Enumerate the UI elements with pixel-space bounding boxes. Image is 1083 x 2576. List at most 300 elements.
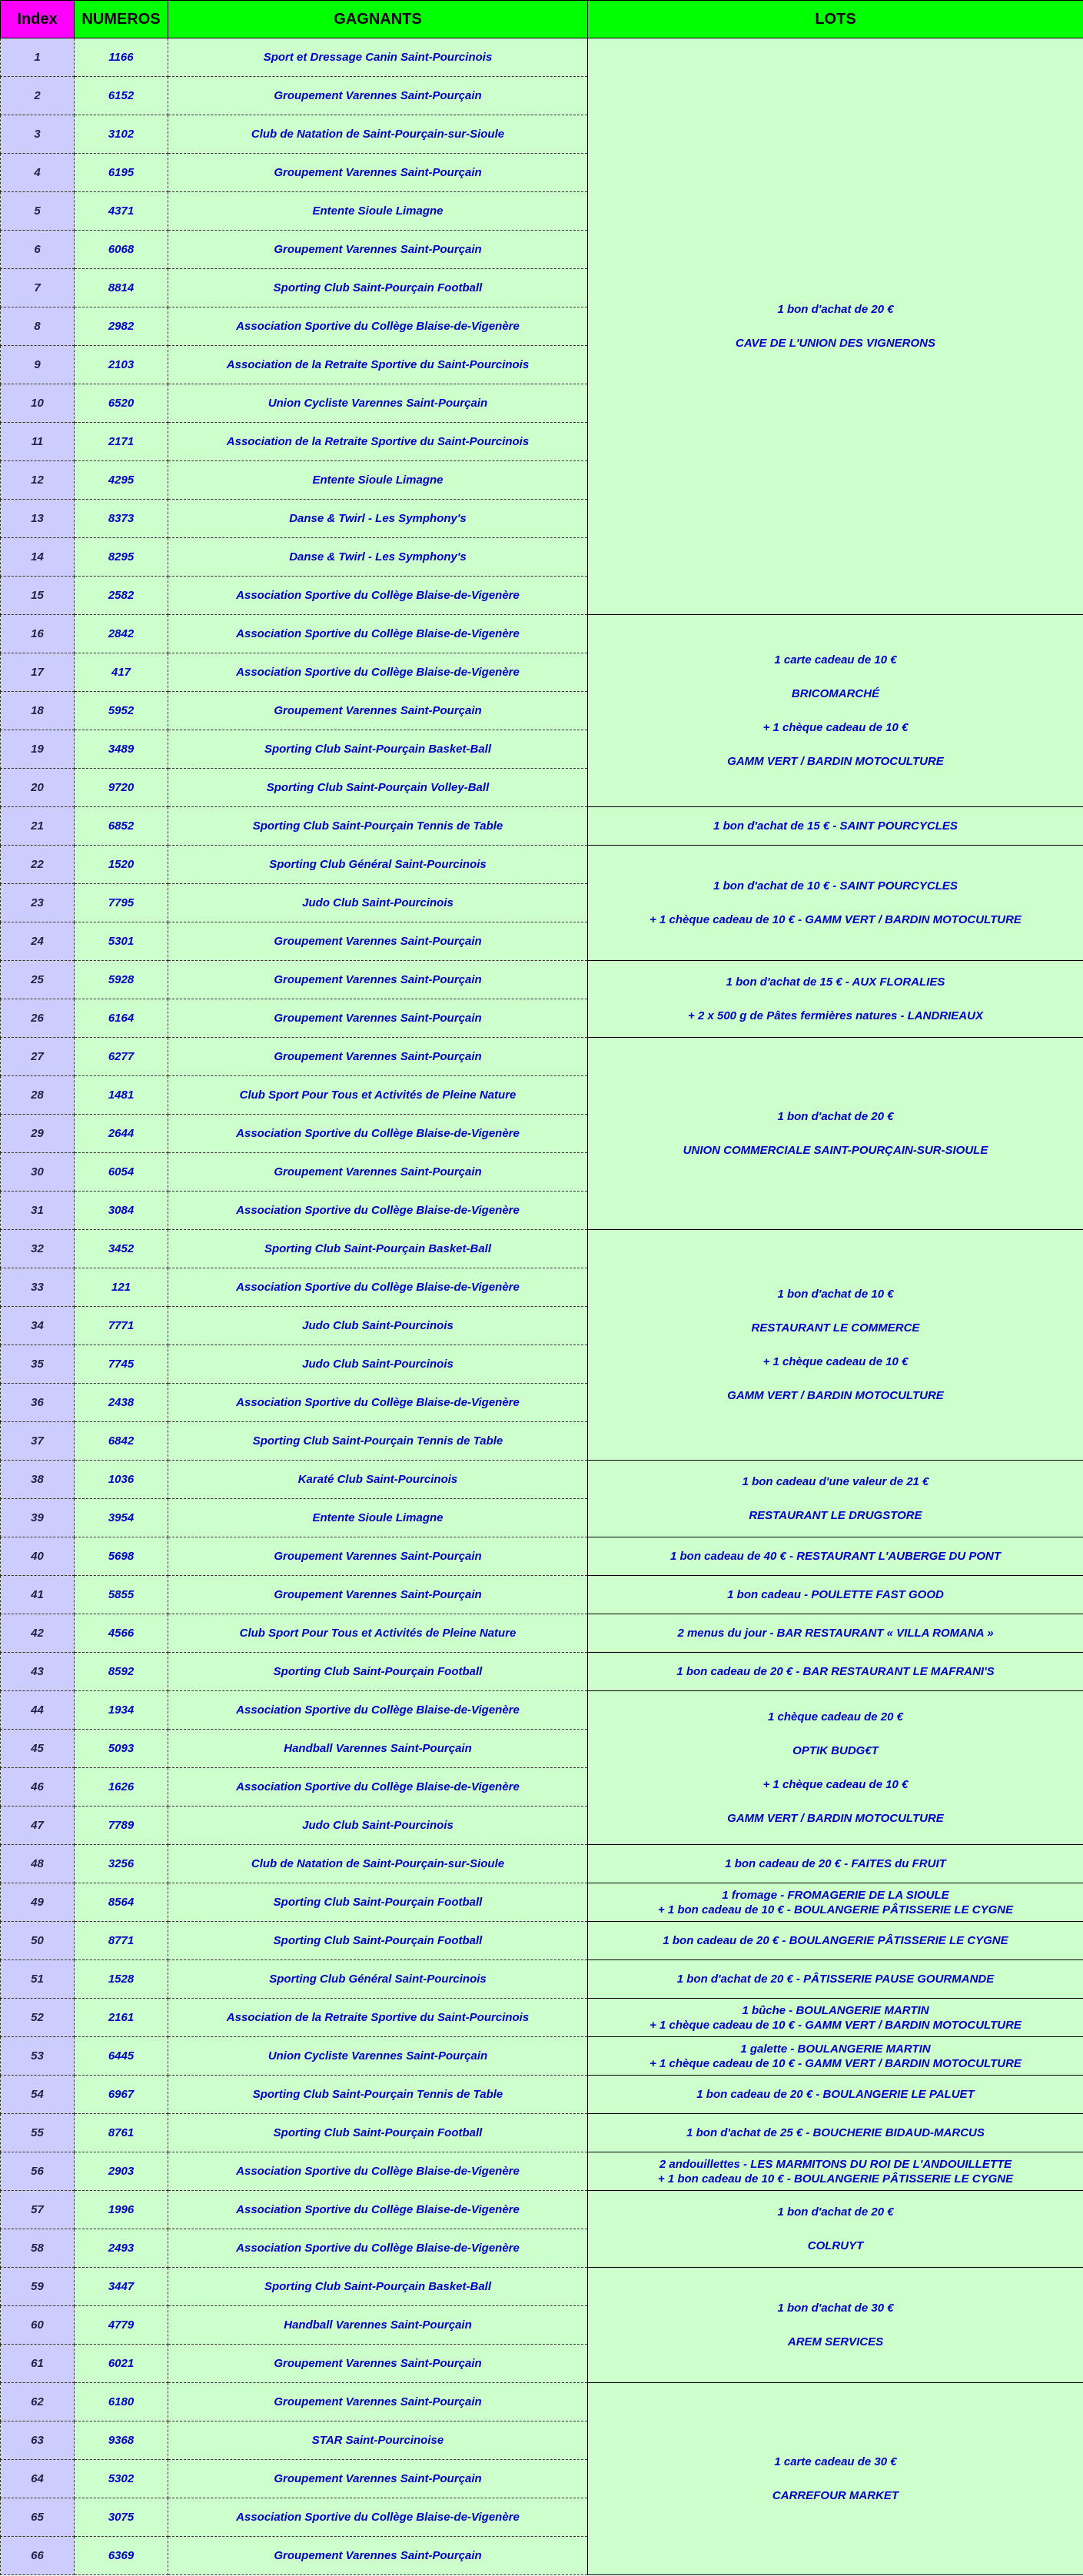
lot-line: + 1 chèque cadeau de 10 €: [762, 721, 909, 734]
row-index: 20: [1, 769, 75, 807]
row-index: 50: [1, 1922, 75, 1960]
row-gagnant: Sporting Club Saint-Pourçain Football: [168, 269, 588, 307]
row-index: 62: [1, 2383, 75, 2421]
row-numero: 3452: [75, 1230, 168, 1268]
row-numero: 5301: [75, 922, 168, 961]
lot-line: 1 bûche - BOULANGERIE MARTIN: [742, 2003, 929, 2017]
lot-cell: [588, 1883, 1083, 1922]
row-index: 15: [1, 577, 75, 615]
row-index: 39: [1, 1499, 75, 1537]
lot-line: 1 bon d'achat de 20 €: [777, 2205, 894, 2219]
row-gagnant: Groupement Varennes Saint-Pourçain: [168, 922, 588, 961]
row-index: 14: [1, 538, 75, 577]
row-gagnant: Judo Club Saint-Pourcinois: [168, 1307, 588, 1345]
lot-cell: [588, 1922, 1083, 1960]
table-row: [1, 2114, 1083, 2152]
row-numero: 1520: [75, 846, 168, 884]
row-gagnant: Groupement Varennes Saint-Pourçain: [168, 2383, 588, 2421]
row-gagnant: Entente Sioule Limagne: [168, 1499, 588, 1537]
row-index: 53: [1, 2037, 75, 2076]
lot-cell: [588, 1576, 1083, 1614]
row-index: 36: [1, 1384, 75, 1422]
row-gagnant: Sporting Club Saint-Pourçain Tennis de Table: [168, 807, 588, 846]
row-numero: 6445: [75, 2037, 168, 2076]
row-gagnant: Club Sport Pour Tous et Activités de Pleine Nature: [168, 1614, 588, 1653]
table-row: [1, 1922, 1083, 1960]
row-numero: 6842: [75, 1422, 168, 1461]
lot-line: + 1 chèque cadeau de 10 € - GAMM VERT / BARDIN MOTOCULTURE: [649, 2056, 1022, 2070]
lot-line: 1 bon d'achat de 20 €: [777, 1110, 894, 1123]
lot-line: + 1 chèque cadeau de 10 € - GAMM VERT / BARDIN MOTOCULTURE: [649, 913, 1022, 926]
lot-line: 1 chèque cadeau de 20 €: [768, 1710, 903, 1723]
table-row: [1, 1845, 1083, 1883]
row-gagnant: Association Sportive du Collège Blaise-de-Vigenère: [168, 307, 588, 346]
lot-cell: [588, 1845, 1083, 1883]
lot-line: CARREFOUR MARKET: [772, 2489, 899, 2502]
row-index: 5: [1, 192, 75, 231]
lot-cell: [588, 38, 1083, 615]
row-numero: 8761: [75, 2114, 168, 2152]
row-gagnant: Club Sport Pour Tous et Activités de Pleine Nature: [168, 1076, 588, 1115]
lot-spacer: [591, 317, 1080, 336]
row-gagnant: Club de Natation de Saint-Pourçain-sur-Sioule: [168, 115, 588, 154]
row-numero: 2103: [75, 346, 168, 384]
lot-line: + 1 chèque cadeau de 10 €: [762, 1778, 909, 1791]
row-numero: 2982: [75, 307, 168, 346]
row-index: 11: [1, 423, 75, 461]
table-row: [1, 1230, 1083, 1268]
row-gagnant: Sporting Club Saint-Pourçain Basket-Ball: [168, 1230, 588, 1268]
row-numero: 5698: [75, 1537, 168, 1576]
table-row: [1, 1537, 1083, 1576]
row-numero: 8295: [75, 538, 168, 577]
header-numeros: NUMEROS: [75, 1, 168, 38]
lot-line: 1 bon cadeau - POULETTE FAST GOOD: [727, 1588, 944, 1601]
table-row: [1, 1614, 1083, 1653]
row-index: 17: [1, 653, 75, 692]
lot-cell: [588, 2383, 1083, 2575]
lot-line: BRICOMARCHÉ: [791, 687, 880, 700]
row-index: 55: [1, 2114, 75, 2152]
row-numero: 2493: [75, 2229, 168, 2268]
lot-line: 1 bon d'achat de 20 € - PÂTISSERIE PAUSE GOURMANDE: [676, 1973, 995, 1986]
lot-cell: [588, 615, 1083, 807]
lot-cell: [588, 961, 1083, 1038]
row-index: 44: [1, 1691, 75, 1730]
row-gagnant: Association de la Retraite Sportive du Saint-Pourcinois: [168, 423, 588, 461]
lot-line: 1 carte cadeau de 10 €: [774, 653, 897, 666]
row-gagnant: Handball Varennes Saint-Pourçain: [168, 2306, 588, 2345]
row-index: 40: [1, 1537, 75, 1576]
lot-line: 1 bon cadeau de 20 € - BOULANGERIE PÂTISSERIE LE CYGNE: [663, 1934, 1008, 1947]
row-numero: 3447: [75, 2268, 168, 2306]
lot-line: 1 bon cadeau de 40 € - RESTAURANT L'AUBERGE DU PONT: [669, 1550, 1001, 1563]
row-numero: 1934: [75, 1691, 168, 1730]
row-numero: 8771: [75, 1922, 168, 1960]
table-row: [1, 846, 1083, 884]
row-gagnant: Groupement Varennes Saint-Pourçain: [168, 77, 588, 115]
row-index: 24: [1, 922, 75, 961]
row-index: 35: [1, 1345, 75, 1384]
lot-cell: [588, 1653, 1083, 1691]
header-index: Index: [1, 1, 75, 38]
row-gagnant: Groupement Varennes Saint-Pourçain: [168, 1576, 588, 1614]
lot-spacer: [591, 2219, 1080, 2239]
row-gagnant: Judo Club Saint-Pourcinois: [168, 1345, 588, 1384]
row-gagnant: Groupement Varennes Saint-Pourçain: [168, 2537, 588, 2575]
row-numero: 4779: [75, 2306, 168, 2345]
row-gagnant: Judo Club Saint-Pourcinois: [168, 1807, 588, 1845]
row-gagnant: Association Sportive du Collège Blaise-de-Vigenère: [168, 1691, 588, 1730]
table-row: [1, 807, 1083, 846]
row-index: 23: [1, 884, 75, 922]
row-index: 66: [1, 2537, 75, 2575]
row-gagnant: Sporting Club Saint-Pourçain Tennis de Table: [168, 1422, 588, 1461]
lot-spacer: [591, 893, 1080, 912]
row-gagnant: Association Sportive du Collège Blaise-de-Vigenère: [168, 1268, 588, 1307]
table-row: [1, 2383, 1083, 2421]
table-row: [1, 1576, 1083, 1614]
row-gagnant: Association Sportive du Collège Blaise-de-Vigenère: [168, 577, 588, 615]
row-index: 42: [1, 1614, 75, 1653]
lot-line: 2 andouillettes - LES MARMITONS DU ROI DE L'ANDOUILLETTE: [659, 2157, 1012, 2171]
row-numero: 2582: [75, 577, 168, 615]
lot-cell: [588, 1461, 1083, 1537]
lot-spacer: [591, 735, 1080, 754]
row-index: 57: [1, 2191, 75, 2229]
row-numero: 2438: [75, 1384, 168, 1422]
lot-line: 1 galette - BOULANGERIE MARTIN: [740, 2042, 931, 2056]
row-numero: 4566: [75, 1614, 168, 1653]
row-numero: 8564: [75, 1883, 168, 1922]
row-numero: 1996: [75, 2191, 168, 2229]
lot-line: 1 bon d'achat de 15 € - SAINT POURCYCLES: [713, 819, 958, 833]
table-row: [1, 2152, 1083, 2191]
lot-line: CAVE DE L'UNION DES VIGNERONS: [736, 337, 935, 350]
lot-spacer: [591, 1335, 1080, 1354]
lot-spacer: [591, 1301, 1080, 1321]
row-index: 60: [1, 2306, 75, 2345]
row-index: 29: [1, 1115, 75, 1153]
row-gagnant: Sporting Club Saint-Pourçain Basket-Ball: [168, 730, 588, 769]
row-numero: 6195: [75, 154, 168, 192]
row-numero: 6967: [75, 2076, 168, 2114]
table-row: [1, 1691, 1083, 1730]
row-index: 6: [1, 231, 75, 269]
row-numero: 6277: [75, 1038, 168, 1076]
row-gagnant: Sporting Club Saint-Pourçain Basket-Ball: [168, 2268, 588, 2306]
row-index: 16: [1, 615, 75, 653]
row-gagnant: Groupement Varennes Saint-Pourçain: [168, 231, 588, 269]
lot-spacer: [591, 1724, 1080, 1743]
lot-line: 1 fromage - FROMAGERIE DE LA SIOULE: [722, 1888, 949, 1902]
lot-cell: [588, 1960, 1083, 1999]
table-row: [1, 1653, 1083, 1691]
results-body: [1, 38, 1083, 2575]
row-numero: 1481: [75, 1076, 168, 1115]
row-index: 26: [1, 999, 75, 1038]
lot-line: + 1 bon cadeau de 10 € - BOULANGERIE PÂTISSERIE LE CYGNE: [657, 2172, 1014, 2185]
row-numero: 6164: [75, 999, 168, 1038]
lot-line: + 1 chèque cadeau de 10 €: [762, 1355, 909, 1368]
lot-spacer: [591, 989, 1080, 1009]
row-numero: 6021: [75, 2345, 168, 2383]
row-index: 25: [1, 961, 75, 999]
row-numero: 3256: [75, 1845, 168, 1883]
lot-spacer: [591, 1489, 1080, 1508]
row-index: 56: [1, 2152, 75, 2191]
row-numero: 1036: [75, 1461, 168, 1499]
row-gagnant: Association Sportive du Collège Blaise-de-Vigenère: [168, 2191, 588, 2229]
table-row: [1, 38, 1083, 77]
lot-cell: [588, 2268, 1083, 2383]
row-numero: 417: [75, 653, 168, 692]
row-numero: 7745: [75, 1345, 168, 1384]
row-index: 63: [1, 2421, 75, 2460]
lot-spacer: [591, 1758, 1080, 1777]
lot-line: + 2 x 500 g de Pâtes fermières natures - LANDRIEAUX: [688, 1009, 983, 1022]
row-gagnant: Groupement Varennes Saint-Pourçain: [168, 999, 588, 1038]
row-index: 43: [1, 1653, 75, 1691]
row-gagnant: Association de la Retraite Sportive du Saint-Pourcinois: [168, 346, 588, 384]
row-numero: 7789: [75, 1807, 168, 1845]
lot-cell: [588, 1038, 1083, 1230]
lot-line: + 1 chèque cadeau de 10 € - GAMM VERT / BARDIN MOTOCULTURE: [649, 2018, 1022, 2032]
row-index: 30: [1, 1153, 75, 1192]
row-index: 27: [1, 1038, 75, 1076]
lot-spacer: [591, 701, 1080, 720]
row-gagnant: Karaté Club Saint-Pourcinois: [168, 1461, 588, 1499]
row-index: 21: [1, 807, 75, 846]
lot-line: 1 bon cadeau d'une valeur de 21 €: [742, 1475, 929, 1488]
lot-spacer: [591, 2315, 1080, 2335]
row-gagnant: Sport et Dressage Canin Saint-Pourcinois: [168, 38, 588, 77]
row-index: 45: [1, 1730, 75, 1768]
row-index: 10: [1, 384, 75, 423]
row-index: 2: [1, 77, 75, 115]
row-numero: 7771: [75, 1307, 168, 1345]
row-numero: 2842: [75, 615, 168, 653]
lot-cell: [588, 2191, 1083, 2268]
lot-line: 2 menus du jour - BAR RESTAURANT « VILLA ROMANA »: [677, 1627, 994, 1640]
row-index: 7: [1, 269, 75, 307]
row-numero: 9720: [75, 769, 168, 807]
row-index: 12: [1, 461, 75, 500]
row-numero: 8592: [75, 1653, 168, 1691]
row-index: 49: [1, 1883, 75, 1922]
row-gagnant: Groupement Varennes Saint-Pourçain: [168, 154, 588, 192]
row-numero: 8373: [75, 500, 168, 538]
row-numero: 3084: [75, 1192, 168, 1230]
row-gagnant: Sporting Club Saint-Pourçain Football: [168, 1653, 588, 1691]
lot-line: 1 bon d'achat de 25 € - BOUCHERIE BIDAUD-MARCUS: [686, 2126, 985, 2139]
row-numero: 3102: [75, 115, 168, 154]
table-row: [1, 2076, 1083, 2114]
row-gagnant: Association Sportive du Collège Blaise-de-Vigenère: [168, 653, 588, 692]
row-index: 3: [1, 115, 75, 154]
row-index: 1: [1, 38, 75, 77]
lot-cell: [588, 2076, 1083, 2114]
lot-cell: [588, 807, 1083, 846]
row-gagnant: Union Cycliste Varennes Saint-Pourçain: [168, 384, 588, 423]
lot-cell: [588, 2114, 1083, 2152]
row-index: 31: [1, 1192, 75, 1230]
row-numero: 4371: [75, 192, 168, 231]
lot-spacer: [591, 2469, 1080, 2488]
row-numero: 7795: [75, 884, 168, 922]
row-gagnant: Handball Varennes Saint-Pourçain: [168, 1730, 588, 1768]
row-gagnant: Union Cycliste Varennes Saint-Pourçain: [168, 2037, 588, 2076]
header-row: [1, 1, 1083, 38]
row-index: 52: [1, 1999, 75, 2037]
lot-cell: [588, 1691, 1083, 1845]
row-index: 19: [1, 730, 75, 769]
table-row: [1, 1883, 1083, 1922]
row-index: 28: [1, 1076, 75, 1115]
row-gagnant: Association Sportive du Collège Blaise-de-Vigenère: [168, 2152, 588, 2191]
lot-line: RESTAURANT LE COMMERCE: [751, 1321, 920, 1335]
row-gagnant: Groupement Varennes Saint-Pourçain: [168, 1537, 588, 1576]
row-numero: 1528: [75, 1960, 168, 1999]
row-gagnant: Sporting Club Saint-Pourçain Tennis de Table: [168, 2076, 588, 2114]
table-row: [1, 1999, 1083, 2037]
lot-line: 1 bon d'achat de 10 € - SAINT POURCYCLES: [713, 879, 958, 892]
row-numero: 5855: [75, 1576, 168, 1614]
row-numero: 121: [75, 1268, 168, 1307]
lot-line: 1 bon cadeau de 20 € - FAITES du FRUIT: [725, 1857, 946, 1870]
row-gagnant: Danse & Twirl - Les Symphony's: [168, 500, 588, 538]
row-gagnant: Entente Sioule Limagne: [168, 192, 588, 231]
lot-cell: [588, 2152, 1083, 2191]
row-numero: 5302: [75, 2460, 168, 2498]
lot-line: COLRUYT: [807, 2239, 864, 2252]
table-row: [1, 2037, 1083, 2076]
row-numero: 2161: [75, 1999, 168, 2037]
table-row: [1, 1960, 1083, 1999]
row-gagnant: Judo Club Saint-Pourcinois: [168, 884, 588, 922]
header-gagnants: GAGNANTS: [168, 1, 588, 38]
row-index: 32: [1, 1230, 75, 1268]
row-index: 4: [1, 154, 75, 192]
row-gagnant: Association Sportive du Collège Blaise-de-Vigenère: [168, 615, 588, 653]
row-gagnant: Groupement Varennes Saint-Pourçain: [168, 1038, 588, 1076]
row-gagnant: Sporting Club Général Saint-Pourcinois: [168, 1960, 588, 1999]
row-gagnant: Club de Natation de Saint-Pourçain-sur-Sioule: [168, 1845, 588, 1883]
row-index: 18: [1, 692, 75, 730]
row-numero: 2171: [75, 423, 168, 461]
row-index: 47: [1, 1807, 75, 1845]
row-numero: 3075: [75, 2498, 168, 2537]
row-index: 9: [1, 346, 75, 384]
row-numero: 6369: [75, 2537, 168, 2575]
table-row: [1, 615, 1083, 653]
row-numero: 6520: [75, 384, 168, 423]
lot-cell: [588, 1999, 1083, 2037]
lot-spacer: [591, 667, 1080, 686]
row-gagnant: Association de la Retraite Sportive du Saint-Pourcinois: [168, 1999, 588, 2037]
row-numero: 5093: [75, 1730, 168, 1768]
row-numero: 2903: [75, 2152, 168, 2191]
row-gagnant: Association Sportive du Collège Blaise-de-Vigenère: [168, 1115, 588, 1153]
lot-cell: [588, 1230, 1083, 1461]
row-index: 64: [1, 2460, 75, 2498]
row-gagnant: Sporting Club Général Saint-Pourcinois: [168, 846, 588, 884]
lot-line: RESTAURANT LE DRUGSTORE: [749, 1509, 922, 1522]
table-row: [1, 1461, 1083, 1499]
row-gagnant: Sporting Club Saint-Pourçain Football: [168, 2114, 588, 2152]
row-gagnant: Groupement Varennes Saint-Pourçain: [168, 692, 588, 730]
row-numero: 3489: [75, 730, 168, 769]
lot-line: GAMM VERT / BARDIN MOTOCULTURE: [727, 1389, 944, 1402]
row-numero: 9368: [75, 2421, 168, 2460]
lot-cell: [588, 1537, 1083, 1576]
lot-line: 1 bon d'achat de 10 €: [777, 1288, 894, 1301]
row-index: 37: [1, 1422, 75, 1461]
row-numero: 2644: [75, 1115, 168, 1153]
table-row: [1, 2268, 1083, 2306]
row-index: 59: [1, 2268, 75, 2306]
row-numero: 4295: [75, 461, 168, 500]
row-index: 8: [1, 307, 75, 346]
row-numero: 1626: [75, 1768, 168, 1807]
row-numero: 8814: [75, 269, 168, 307]
row-index: 65: [1, 2498, 75, 2537]
lot-spacer: [591, 1792, 1080, 1811]
row-gagnant: Entente Sioule Limagne: [168, 461, 588, 500]
row-numero: 5952: [75, 692, 168, 730]
row-gagnant: Association Sportive du Collège Blaise-de-Vigenère: [168, 2498, 588, 2537]
row-index: 54: [1, 2076, 75, 2114]
lot-line: 1 bon d'achat de 15 € - AUX FLORALIES: [726, 976, 945, 989]
row-numero: 1166: [75, 38, 168, 77]
row-gagnant: STAR Saint-Pourcinoise: [168, 2421, 588, 2460]
lot-spacer: [591, 1124, 1080, 1143]
row-index: 46: [1, 1768, 75, 1807]
lot-cell: [588, 1614, 1083, 1653]
row-gagnant: Association Sportive du Collège Blaise-de-Vigenère: [168, 1192, 588, 1230]
row-gagnant: Sporting Club Saint-Pourçain Football: [168, 1922, 588, 1960]
row-numero: 6852: [75, 807, 168, 846]
lot-line: GAMM VERT / BARDIN MOTOCULTURE: [727, 1812, 944, 1825]
row-index: 48: [1, 1845, 75, 1883]
row-index: 22: [1, 846, 75, 884]
row-gagnant: Association Sportive du Collège Blaise-de-Vigenère: [168, 1384, 588, 1422]
table-row: [1, 2191, 1083, 2229]
lot-line: + 1 bon cadeau de 10 € - BOULANGERIE PÂTISSERIE LE CYGNE: [657, 1903, 1014, 1916]
row-numero: 5928: [75, 961, 168, 999]
header-lots: LOTS: [588, 1, 1083, 38]
row-index: 13: [1, 500, 75, 538]
row-index: 51: [1, 1960, 75, 1999]
row-numero: 3954: [75, 1499, 168, 1537]
row-gagnant: Groupement Varennes Saint-Pourçain: [168, 961, 588, 999]
row-gagnant: Groupement Varennes Saint-Pourçain: [168, 2345, 588, 2383]
row-index: 33: [1, 1268, 75, 1307]
lot-line: 1 bon cadeau de 20 € - BOULANGERIE LE PALUET: [696, 2088, 975, 2101]
row-index: 41: [1, 1576, 75, 1614]
lot-line: 1 carte cadeau de 30 €: [774, 2455, 897, 2468]
table-row: [1, 1038, 1083, 1076]
lot-line: 1 bon d'achat de 30 €: [777, 2302, 894, 2315]
lot-line: 1 bon cadeau de 20 € - BAR RESTAURANT LE MAFRANI'S: [676, 1665, 995, 1678]
row-index: 34: [1, 1307, 75, 1345]
lot-line: OPTIK BUDG€T: [792, 1744, 879, 1757]
row-gagnant: Sporting Club Saint-Pourçain Volley-Ball: [168, 769, 588, 807]
row-numero: 6180: [75, 2383, 168, 2421]
lot-line: GAMM VERT / BARDIN MOTOCULTURE: [727, 755, 944, 768]
row-gagnant: Association Sportive du Collège Blaise-de-Vigenère: [168, 2229, 588, 2268]
row-index: 38: [1, 1461, 75, 1499]
